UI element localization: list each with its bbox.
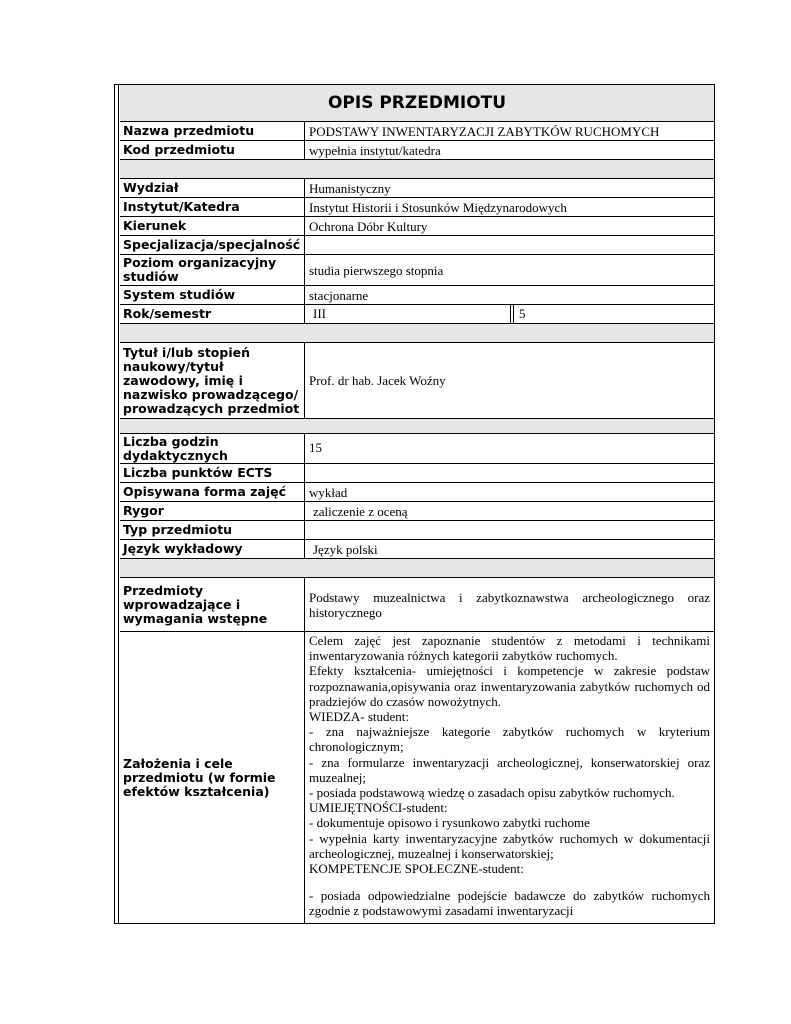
row-rok-semestr xyxy=(120,304,714,323)
row-jezyk xyxy=(120,539,714,558)
label-cele: Założenia i cele przedmiotu (w formie efektów kształcenia) xyxy=(123,755,276,799)
value-rygor: zaliczenie z oceną xyxy=(304,502,714,520)
label-nazwa: Nazwa przedmiotu xyxy=(123,123,255,138)
row-wstepne xyxy=(120,577,714,631)
row-rygor xyxy=(120,501,714,520)
label-kod: Kod przedmiotu xyxy=(123,142,235,157)
label-rygor: Rygor xyxy=(123,503,164,518)
label-rok: Rok/semestr xyxy=(123,306,212,321)
label-specjalizacja: Specjalizacja/specjalność xyxy=(123,237,301,252)
value-godziny: 15 xyxy=(304,434,714,463)
goal-line: UMIEJĘTNOŚCI-student: xyxy=(309,800,448,816)
separator-row xyxy=(120,323,714,342)
goal-line: WIEDZA- student: xyxy=(309,709,410,725)
value-typ xyxy=(304,521,714,539)
value-system: stacjonarne xyxy=(304,286,714,304)
goal-line: - posiada odpowiedzialne podejście badawcze do zabytków ruchomych zgodnie z podstawowymi zasadami inwentaryzacji xyxy=(309,888,710,919)
row-system xyxy=(120,285,714,304)
goal-line: - zna najważniejsze kategorie zabytków ruchomych w kryterium chronologicznym; xyxy=(309,724,710,755)
label-typ: Typ przedmiotu xyxy=(123,522,233,537)
value-cele xyxy=(304,632,714,923)
page-title: OPIS PRZEDMIOTU xyxy=(120,85,714,121)
separator-row xyxy=(120,558,714,577)
row-ects xyxy=(120,463,714,482)
value-ects xyxy=(304,464,714,482)
label-wydzial: Wydział xyxy=(123,180,179,195)
row-specjalizacja xyxy=(120,235,714,254)
label-poziom: Poziom organizacyjny studiów xyxy=(123,255,277,284)
row-nazwa xyxy=(120,121,714,140)
label-jezyk: Język wykładowy xyxy=(123,541,243,556)
value-rok: III xyxy=(304,305,510,323)
goal-line: KOMPETENCJE SPOŁECZNE-student: xyxy=(309,861,524,877)
row-kod xyxy=(120,140,714,159)
row-typ xyxy=(120,520,714,539)
goal-line: Efekty kształcenia- umiejętności i kompetencje w zakresie podstaw rozpoznawania,opisywania oraz inwentaryzowania zabytków ruchomych od pradziejów do czasów nowożytnych. xyxy=(309,663,710,709)
label-system: System studiów xyxy=(123,287,236,302)
value-prowadzacy: Prof. dr hab. Jacek Woźny xyxy=(304,343,714,418)
row-prowadzacy xyxy=(120,342,714,418)
value-poziom: studia pierwszego stopnia xyxy=(304,255,714,285)
value-instytut: Instytut Historii i Stosunków Międzynarodowych xyxy=(304,198,714,216)
row-kierunek xyxy=(120,216,714,235)
goal-line: - posiada podstawową wiedzę o zasadach opisu zabytków ruchomych. xyxy=(309,785,675,801)
row-poziom xyxy=(120,254,714,285)
value-wstepne: Podstawy muzealnictwa i zabytkoznawstwa archeologicznego oraz historycznego xyxy=(304,578,714,631)
value-specjalizacja xyxy=(304,236,714,254)
spacer xyxy=(309,876,710,888)
row-forma xyxy=(120,482,714,501)
label-ects: Liczba punktów ECTS xyxy=(123,465,273,480)
label-forma: Opisywana forma zajęć xyxy=(123,484,287,499)
row-cele xyxy=(120,631,714,923)
row-instytut xyxy=(120,197,714,216)
row-godziny xyxy=(120,433,714,463)
value-kod: wypełnia instytut/katedra xyxy=(304,141,714,159)
value-wydzial: Humanistyczny xyxy=(304,179,714,197)
separator-row xyxy=(120,418,714,433)
goal-line: - wypełnia karty inwentaryzacyjne zabytków ruchomych w dokumentacji archeologicznej, muzealnej i konserwatorskiej; xyxy=(309,830,710,861)
label-prowadzacy: Tytuł i/lub stopień naukowy/tytuł zawodowy, imię i nazwisko prowadzącego/ prowadzących przedmiot xyxy=(123,344,300,416)
label-godziny: Liczba godzin dydaktycznych xyxy=(123,433,228,463)
goal-line: - dokumentuje opisowo i rysunkowo zabytki ruchome xyxy=(309,815,590,831)
value-kierunek: Ochrona Dóbr Kultury xyxy=(304,217,714,235)
value-jezyk: Język polski xyxy=(304,540,714,558)
label-wstepne: Przedmioty wprowadzające i wymagania wstępne xyxy=(123,582,268,626)
goal-line: Celem zajęć jest zapoznanie studentów z metodami i technikami inwentaryzowania różnych kategorii zabytków ruchomych. xyxy=(309,633,710,664)
separator-row xyxy=(120,159,714,178)
goal-line: - zna formularze inwentaryzacji archeologicznej, konserwatorskiej oraz muzealnej; xyxy=(309,754,710,785)
label-kierunek: Kierunek xyxy=(123,218,187,233)
value-forma: wykład xyxy=(304,483,714,501)
course-description-table xyxy=(114,84,715,924)
value-nazwa: PODSTAWY INWENTARYZACJI ZABYTKÓW RUCHOMYCH xyxy=(304,122,714,140)
row-wydzial xyxy=(120,178,714,197)
label-instytut: Instytut/Katedra xyxy=(123,199,240,214)
value-semestr: 5 xyxy=(510,305,714,323)
